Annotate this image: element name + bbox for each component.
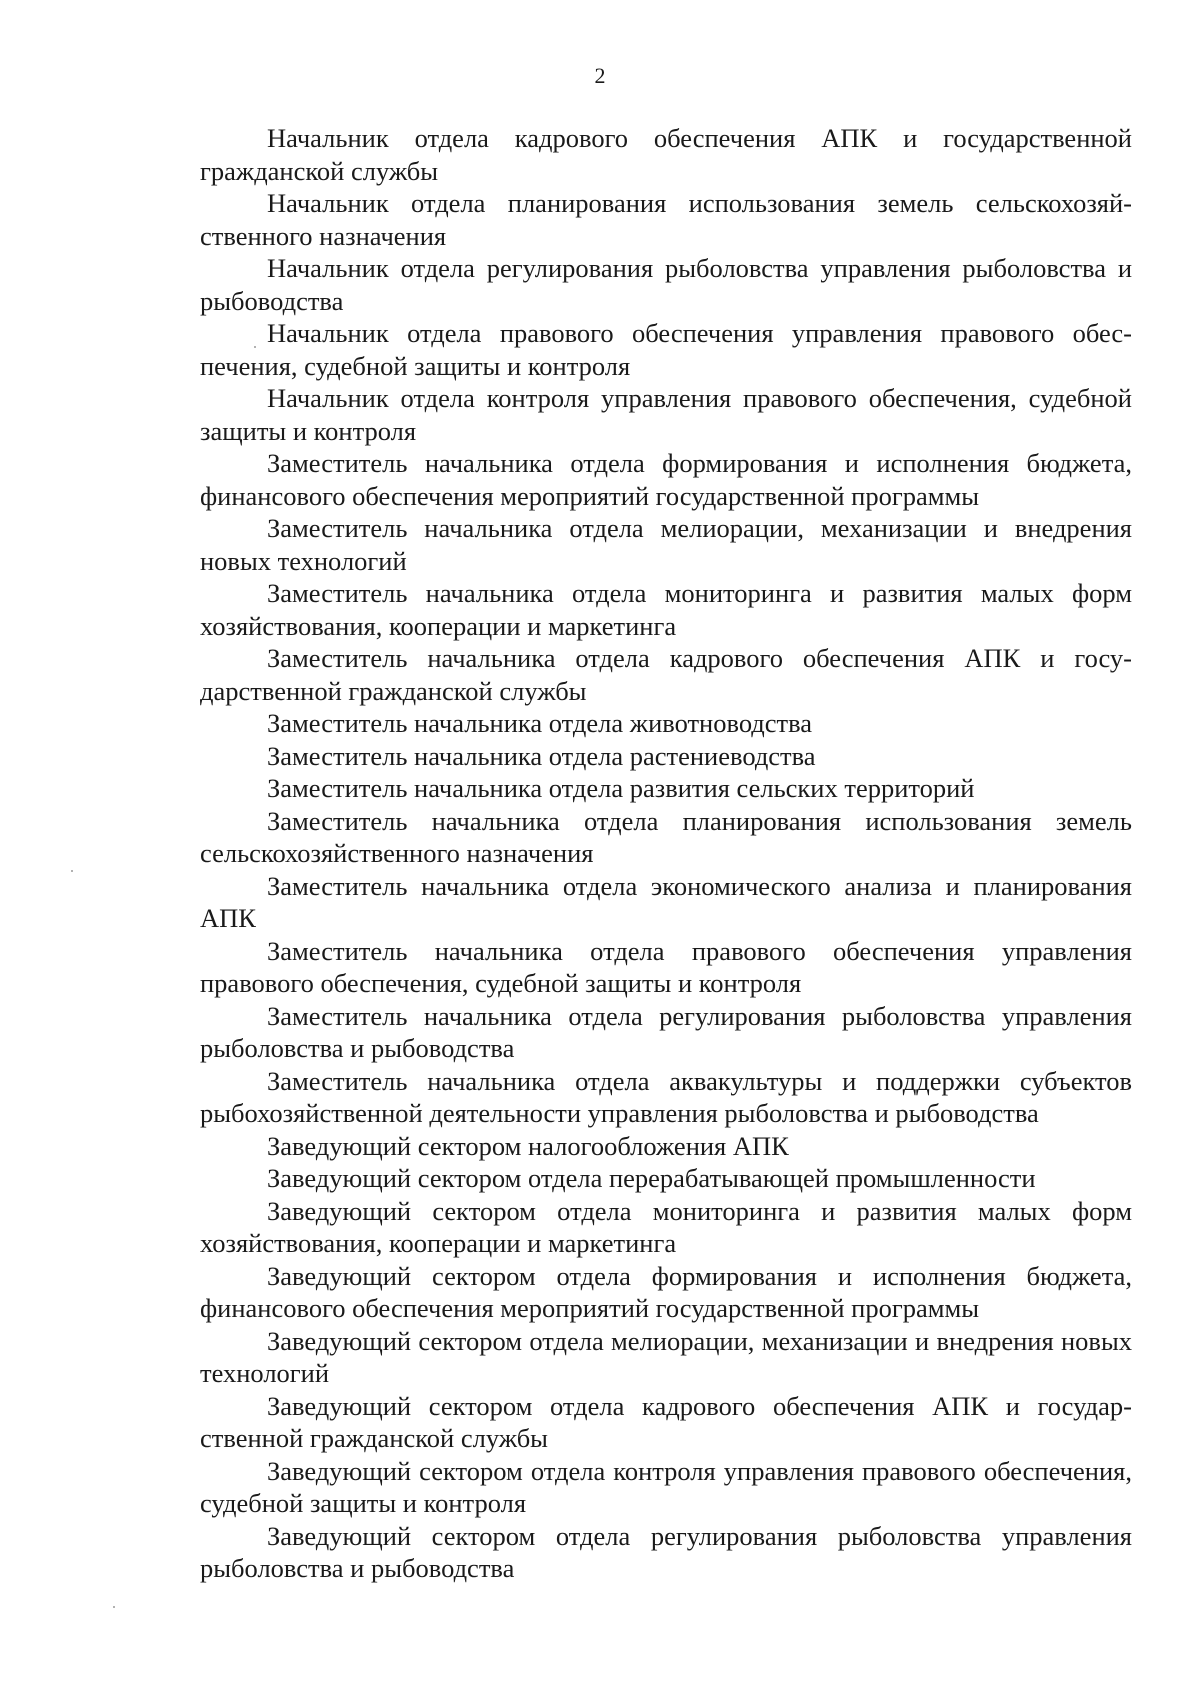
- position-item: Заместитель начальника отдела растениеводства: [267, 740, 816, 771]
- position-item: Заведующий сектором отдела формирования и исполнения бюджета, финансового обеспечения мероприятий государственной программы: [200, 1260, 1132, 1323]
- position-item: Начальник отдела кадрового обеспечения АПК и государственной гражданской службы: [200, 123, 1132, 186]
- position-item: Заведующий сектором отдела мониторинга и развития малых форм хозяйствования, кооперации и маркетинга: [200, 1195, 1132, 1258]
- position-item: Заведующий сектором отдела регулирования рыболовства управления рыболовства и рыбоводства: [200, 1520, 1132, 1583]
- position-item: Заместитель начальника отдела правового обеспечения управления правового обеспечения, судебной защиты и контроля: [200, 935, 1132, 998]
- position-item: Заведующий сектором отдела кадрового обеспечения АПК и государственной гражданской службы: [200, 1390, 1132, 1453]
- position-item: Заместитель начальника отдела развития сельских территорий: [267, 773, 975, 803]
- position-item: Заместитель начальника отдела животноводства: [267, 708, 813, 738]
- position-item: Заведующий сектором отдела мелиорации, механизации и внедрения новых технологий: [200, 1325, 1132, 1388]
- position-item: Заведующий сектором отдела контроля управления правового обеспечения, судебной защиты и контроля: [200, 1455, 1132, 1518]
- scan-speck: [113, 1606, 115, 1608]
- position-item: Начальник отдела правового обеспечения управления правового обеспечения, судебной защиты и контроля: [200, 318, 1132, 381]
- positions-list: [200, 122, 1132, 1585]
- scan-speck: [254, 346, 256, 348]
- position-item: Заместитель начальника отдела мониторинга и развития малых форм хозяйствования, кооперации и маркетинга: [200, 578, 1132, 641]
- position-item: Заместитель начальника отдела планирования использования земель сельскохозяйственного назначения: [200, 805, 1132, 868]
- position-item: Заместитель начальника отдела формирования и исполнения бюджета, финансового обеспечения мероприятий государственной программы: [200, 448, 1132, 511]
- position-item: Заместитель начальника отдела кадрового обеспечения АПК и государственной гражданской службы: [200, 643, 1132, 706]
- position-item: Заместитель начальника отдела аквакультуры и поддержки субъектов рыбохозяйственной деятельности управления рыболовства и рыбоводства: [200, 1065, 1132, 1128]
- position-item: Начальник отдела регулирования рыболовства управления рыболовства и рыбоводства: [200, 253, 1132, 316]
- page-number: 2: [594, 63, 606, 88]
- position-item: Заведующий сектором отдела перерабатывающей промышленности: [267, 1163, 1036, 1193]
- position-item: Начальник отдела контроля управления правового обеспечения, судебной защиты и контроля: [200, 383, 1132, 446]
- position-item: Заместитель начальника отдела регулирования рыболовства управления рыболовства и рыбоводства: [200, 1000, 1132, 1063]
- scan-speck: [71, 870, 73, 872]
- position-item: Заместитель начальника отдела экономического анализа и планирования АПК: [200, 870, 1132, 933]
- position-item: Заведующий сектором налогообложения АПК: [267, 1130, 789, 1161]
- position-item: Заместитель начальника отдела мелиорации, механизации и внедрения новых технологий: [200, 513, 1132, 576]
- position-item: Начальник отдела планирования использования земель сельскохозяйственного назначения: [200, 188, 1132, 251]
